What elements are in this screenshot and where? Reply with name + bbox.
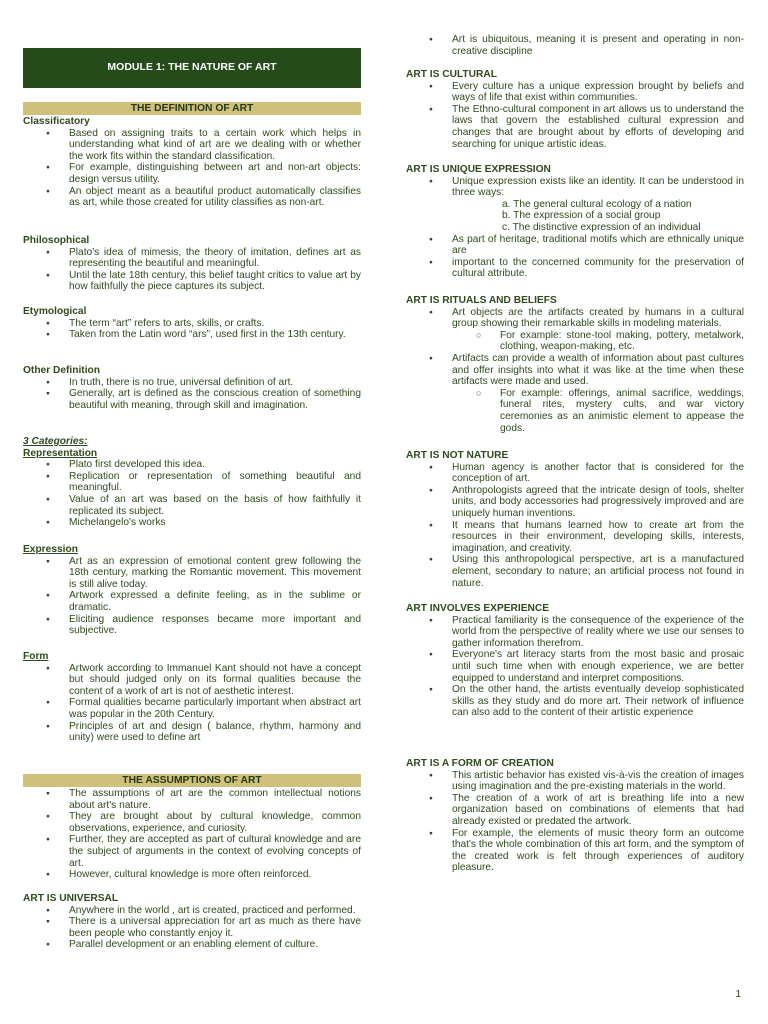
section-cultural [406, 69, 744, 150]
list-item: ● Value of an art was based on the basis of how faithfully it replicated its subject. [46, 494, 361, 517]
section-unique [406, 164, 744, 280]
list-item: ● Everyone's art literacy starts from the most basic and prosaic until such time when with enough experience, we are better equipped to understand and interpret compositions. [429, 649, 744, 684]
heading: ART IS UNIQUE EXPRESSION [406, 164, 551, 175]
section-form [23, 651, 361, 744]
list-item: ● Artwork according to Immanuel Kant should not have a concept but should judged only on its formal qualities because the content of a work of art is not of aesthetic interest. [46, 663, 361, 698]
list-item: ● They are brought about by cultural knowledge, common observations, experience, and curiosity. [46, 811, 361, 834]
list-item: ● Using this anthropological perspective, art is a manufactured element, secondary to nature; an artificial process not found in nature. [429, 554, 744, 589]
list-item: ● Artwork expressed a definite feeling, as in the sublime or dramatic. [46, 590, 361, 613]
list-item: ● As part of heritage, traditional motifs which are ethnically unique are [429, 234, 744, 257]
section-expression [23, 544, 361, 637]
section-philosophical [23, 235, 361, 293]
list-item: ● Plato first developed this idea. [46, 459, 361, 471]
list-item: ● Formal qualities became particularly important when abstract art was popular in the 20th Century. [46, 697, 361, 720]
list-item: ● For example, the elements of music theory form an outcome that's the whole combination of this art form, and the symptom of the created work is felt through experiences of auditory pleasure. [429, 828, 744, 874]
heading: ART IS RITUALS AND BELIEFS [406, 295, 557, 306]
heading: Etymological [23, 306, 87, 317]
list-item: ● Art objects are the artifacts created by humans in a cultural group showing their remarkable skills in modeling materials. [429, 307, 744, 330]
heading: Expression [23, 544, 78, 555]
list-item: ● An object meant as a beautiful product automatically classifies as art, while those created for utility classifies as non-art. [46, 186, 361, 209]
list-item: ● Human agency is another factor that is considered for the conception of art. [429, 462, 744, 485]
list-item: ● Until the late 18th century, this belief taught critics to value art by how faithfully the piece captures its subject. [46, 270, 361, 293]
list-item: ● This artistic behavior has existed vis-à-vis the creation of images using imagination and the pre-existing materials in the world. [429, 770, 744, 793]
list-item: ● Further, they are accepted as part of cultural knowledge and are the subject of arguments in the context of evolving concepts of art. [46, 834, 361, 869]
section-rituals [406, 295, 744, 434]
assumptions-band: THE ASSUMPTIONS OF ART [23, 774, 361, 787]
section-creation [406, 758, 744, 874]
list-item: ● Based on assigning traits to a certain work which helps in understanding what kind of art are we dealing with or whether the work fits within the standard classification. [46, 128, 361, 163]
list-item: ● Parallel development or an enabling element of culture. [46, 939, 361, 951]
list-item: ● Plato's idea of mimesis, the theory of imitation, defines art as representing the beautiful and meaningful. [46, 247, 361, 270]
list-item: ● Principles of art and design ( balance, rhythm, harmony and unity) were used to define art [46, 721, 361, 744]
heading: Representation [23, 447, 98, 459]
list-item: ● The assumptions of art are the common intellectual notions about art's nature. [46, 788, 361, 811]
list-item: ● There is a universal appreciation for art as much as there have been people who constantly enjoy it. [46, 916, 361, 939]
heading: Other Definition [23, 365, 100, 376]
sub-item: a. The general cultural ecology of a nation [502, 198, 692, 210]
list-item: ● Anywhere in the world , art is created, practiced and performed. [46, 905, 361, 917]
list-item: ● Practical familiarity is the consequence of the experience of the world from the perspective of reality where we use our senses to gather information therefrom. [429, 615, 744, 650]
sub-item: ○ For example: stone-tool making, pottery, metalwork, clothing, weapon-making, etc. [476, 330, 744, 353]
heading: Classificatory [23, 116, 90, 127]
heading: ART IS CULTURAL [406, 69, 497, 80]
list-item: ● Replication or representation of something beautiful and meaningful. [46, 471, 361, 494]
list-item: ● The creation of a work of art is breathing life into a new organization based on combinations of elements that had already existed or predated the artwork. [429, 793, 744, 828]
sub-item: ○ For example: offerings, animal sacrifice, weddings, funeral rites, mystery cults, and war victory ceremonies as an animistic element to appease the gods. [476, 388, 744, 434]
heading: ART INVOLVES EXPERIENCE [406, 603, 550, 614]
list-item: ● Unique expression exists like an identity. It can be understood in three ways: [429, 176, 744, 199]
heading: Form [23, 651, 49, 662]
section-classificatory [23, 116, 361, 209]
list-item: ● For example, distinguishing between art and non-art objects: design versus utility. [46, 162, 361, 185]
list-item: ● It means that humans learned how to create art from the resources in their environment, developing skills, interests, imagination, and creativity. [429, 520, 744, 555]
list-item: ● Eliciting audience responses became more important and subjective. [46, 614, 361, 637]
list-item: ● important to the concerned community for the preservation of cultural attribute. [429, 257, 744, 280]
section-representation [23, 436, 361, 529]
list-item: ● The term “art” refers to arts, skills, or crafts. [46, 318, 361, 330]
section-etymological [23, 306, 361, 341]
sub-item: b. The expression of a social group [502, 210, 661, 222]
list-item: ● Artifacts can provide a wealth of information about past cultures and offer insights into what it was like at the time when these artifacts were made and used. [429, 353, 744, 388]
list-item: ● Art is ubiquitous, meaning it is present and operating in non-creative discipline [429, 34, 744, 57]
list-item: ● On the other hand, the artists eventually develop sophisticated skills as they study and do more art. Their network of influence can also add to the content of their artistic experience [429, 684, 744, 719]
section-other-definition [23, 365, 361, 411]
sub-item: c. The distinctive expression of an individual [502, 221, 701, 233]
definition-band: THE DEFINITION OF ART [23, 102, 361, 115]
heading: ART IS UNIVERSAL [23, 893, 119, 904]
heading: ART IS A FORM OF CREATION [406, 758, 554, 769]
list-item: ● Anthropologists agreed that the intricate design of tools, shelter units, and body accessories had progressively improved and are uniquely human inventions. [429, 485, 744, 520]
heading: ART IS NOT NATURE [406, 450, 509, 461]
heading: Philosophical [23, 235, 90, 246]
list-item: ● Taken from the Latin word “ars”, used first in the 13th century. [46, 329, 361, 341]
section-universal [23, 893, 361, 951]
list-item: ● However, cultural knowledge is more often reinforced. [46, 869, 361, 881]
section-experience [406, 603, 744, 719]
categories-label: 3 Categories: [23, 436, 88, 447]
list-item: ● Michelangelo's works [46, 517, 361, 529]
page-number: 1 [735, 989, 741, 1000]
section-not-nature [406, 450, 744, 589]
list-item: ● Art as an expression of emotional content grew following the 18th century, marking the Romantic movement. This movement is still alive today. [46, 556, 361, 591]
list-item: ● The Ethno-cultural component in art allows us to understand the laws that govern the established cultural expression and changes that are brought about by efforts of developing and searching for unique artistic ideas. [429, 104, 744, 150]
section-assumptions [23, 788, 361, 881]
list-item: ● Every culture has a unique expression brought by beliefs and ways of life that exist within communities. [429, 81, 744, 104]
list-item: ● Generally, art is defined as the conscious creation of something beautiful with meaning, through skill and imagination. [46, 388, 361, 411]
module-title: MODULE 1: THE NATURE OF ART [23, 48, 361, 88]
section-universal-continued [406, 34, 744, 57]
list-item: ● In truth, there is no true, universal definition of art. [46, 377, 361, 389]
